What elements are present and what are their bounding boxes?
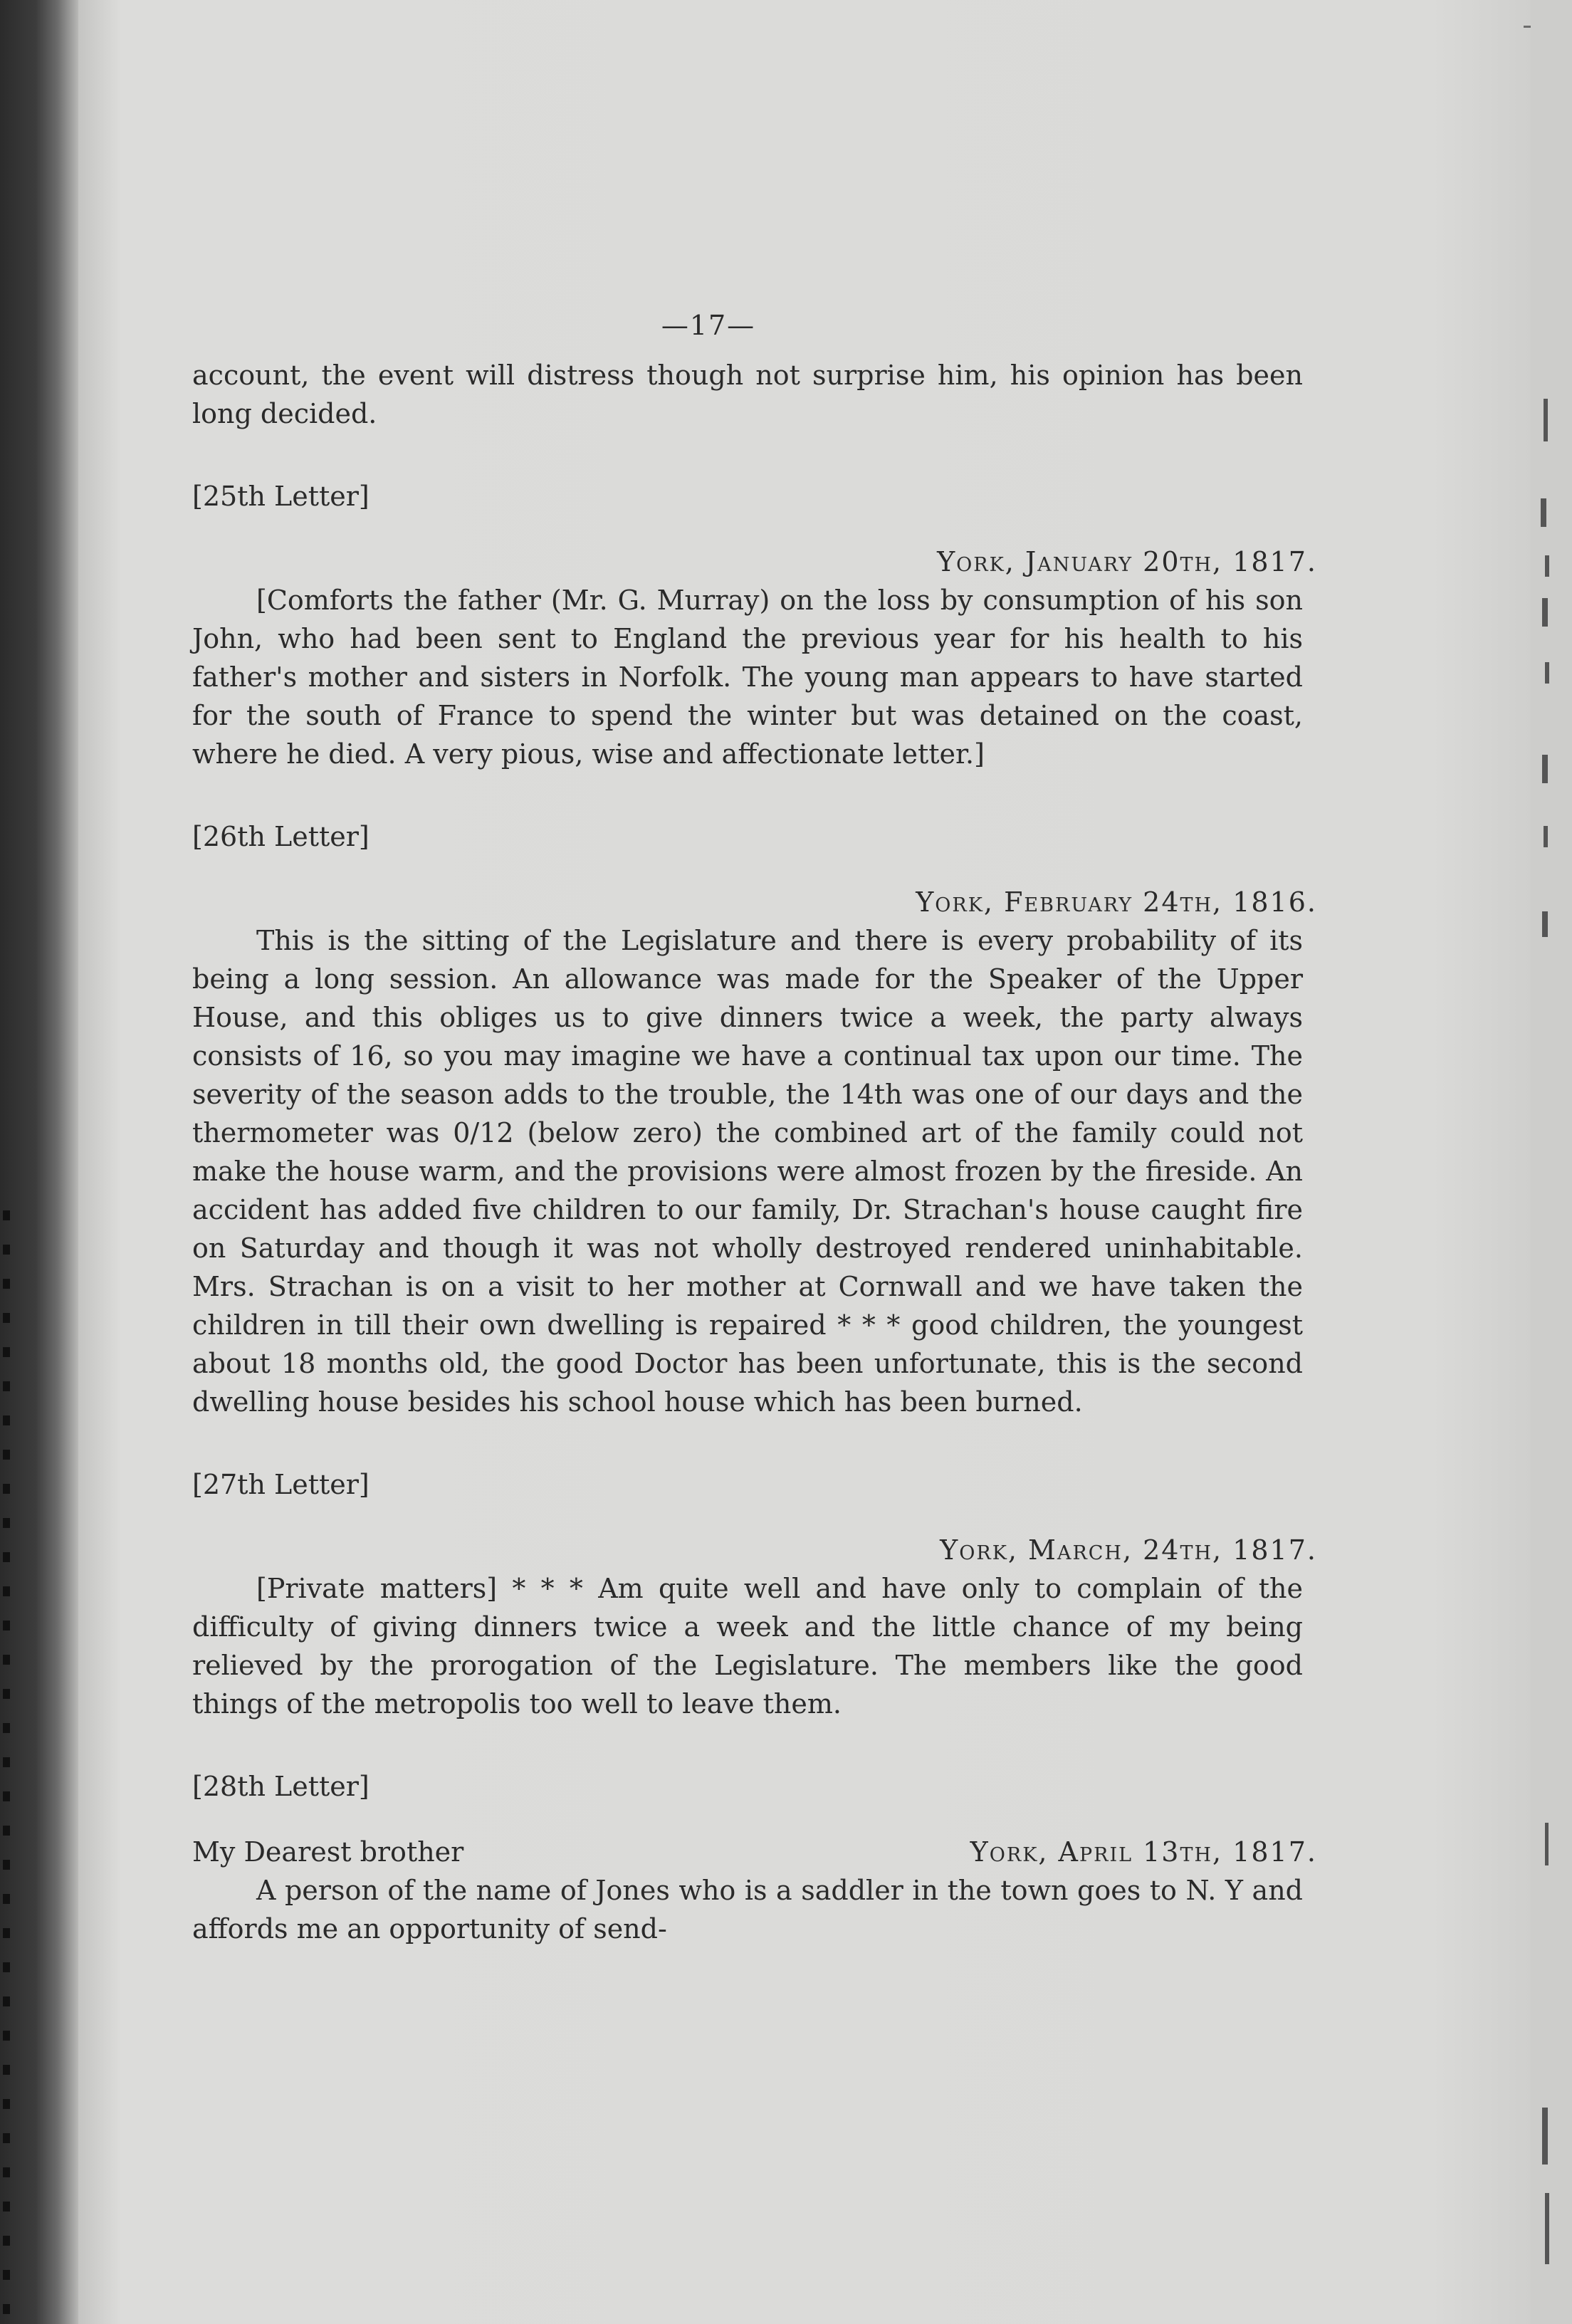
letter-salutation: My Dearest brother [192,1836,464,1868]
letter-body: A person of the name of Jones who is a saddler in the town goes to N. Y and affords me an opportunity of send- [192,1875,1303,1944]
letter-dateline: York, January 20th, 1817. [937,546,1317,577]
binding-marks [3,1210,10,2321]
book-binding-edge [0,0,78,2324]
letter-28 [192,1767,1317,1948]
letter-body: [Comforts the father (Mr. G. Murray) on the loss by consumption of his son John, who had been sent to England the previous year for his health to his father's mother and sisters in Norfolk. The young man appears to have started for the south of France to spend the winter but was detained on the coast, where he died. A very pious, wise and affectionate letter.] [192,585,1303,770]
letter-heading: [26th Letter] [192,821,370,852]
page-number: —17— [661,310,756,341]
intro-paragraph: account, the event will distress though not surprise him, his opinion has been long decided. [192,360,1303,429]
letter-dateline: York, March, 24th, 1817. [940,1534,1317,1566]
letter-27 [192,1465,1317,1723]
letter-26 [192,817,1317,1421]
letter-dateline: York, February 24th, 1816. [916,886,1317,918]
letter-25 [192,477,1317,773]
right-edge-bleed-marks [1531,0,1572,2324]
letter-heading: [28th Letter] [192,1771,370,1802]
salutation-row [192,1833,1317,1871]
letter-heading: [27th Letter] [192,1469,370,1500]
letter-body: This is the sitting of the Legislature and there is every probability of its being a long session. An allowance was made for the Speaker of the Upper House, and this obliges us to give dinners twice a week, the party always consists of 16, so you may imagine we have a continual tax upon our time. The severity of the season adds to the trouble, the 14th was one of our days and the thermometer was 0/12 (below zero) the combined art of the family could not make the house warm, and the provisions were almost frozen by the fireside. An accident has added five children to our family, Dr. Strachan's house caught fire on Saturday and though it was not wholly destroyed rendered uninhabitable. Mrs. Strachan is on a visit to her mother at Cornwall and we have taken the children in till their own dwelling is repaired * * * good children, the youngest about 18 months old, the good Doctor has been unfortunate, this is the second dwelling house besides his school house which has been burned. [192,925,1303,1418]
letter-heading: [25th Letter] [192,481,370,512]
document-content [192,306,1317,1948]
letter-dateline: York, April 13th, 1817. [970,1836,1317,1868]
letter-body: [Private matters] * * * Am quite well and have only to complain of the difficulty of giving dinners twice a week and the little chance of my being relieved by the prorogation of the Legislature. The members like the good things of the metropolis too well to leave them. [192,1573,1303,1720]
